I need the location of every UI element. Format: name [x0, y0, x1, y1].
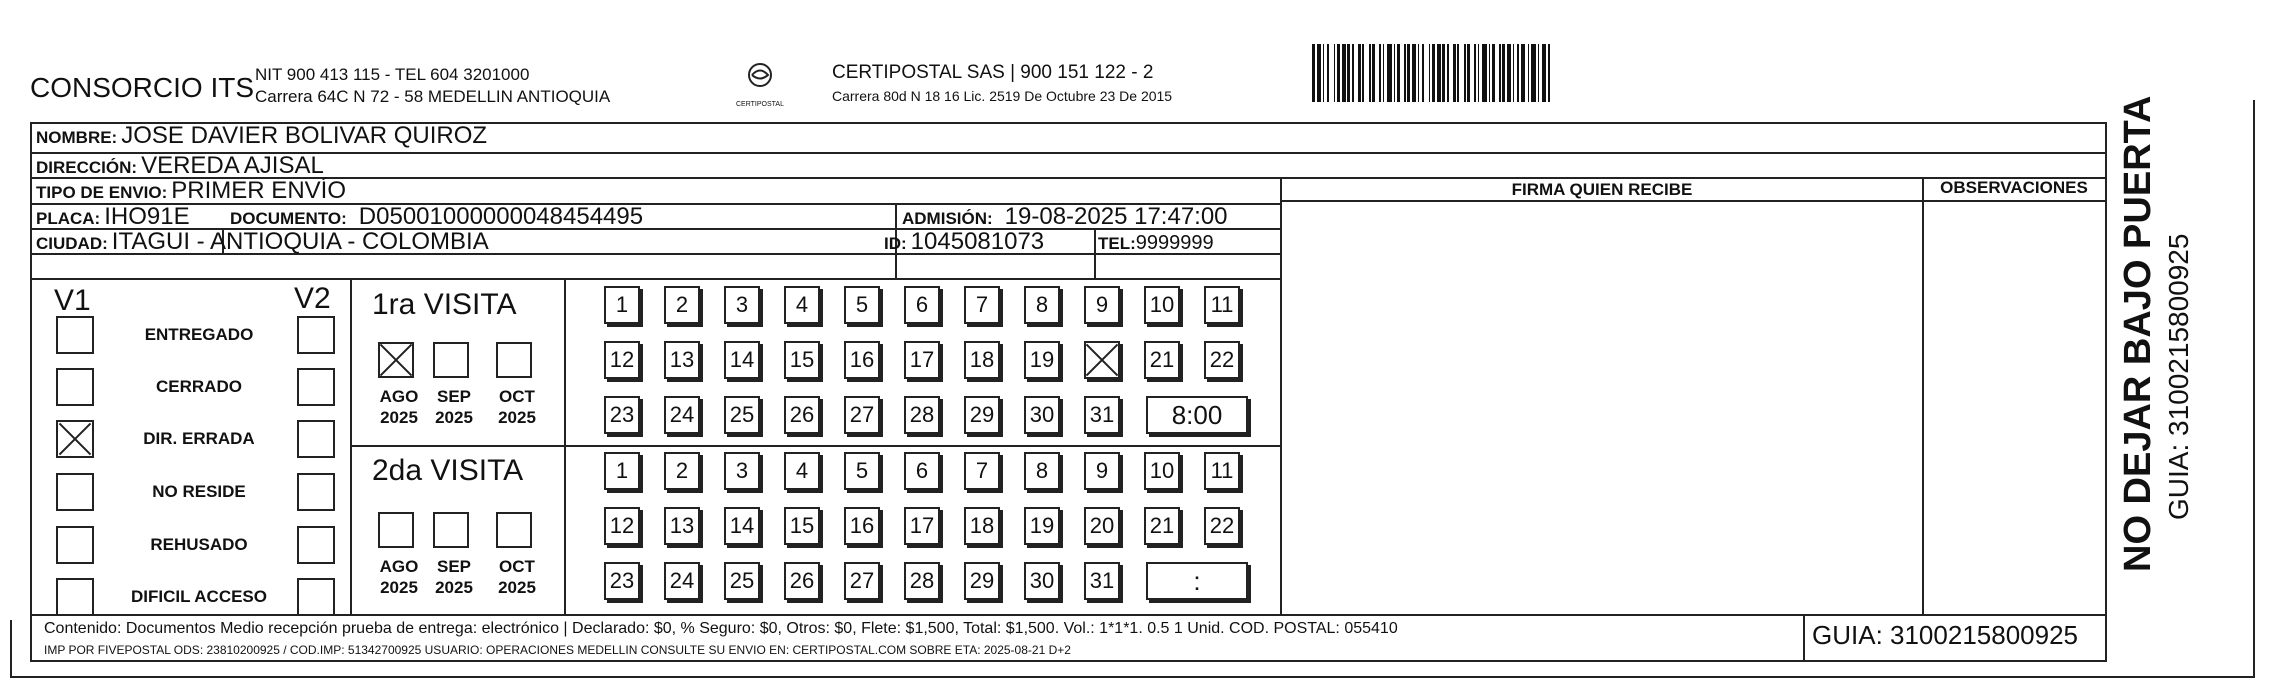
month-label	[374, 556, 424, 598]
v1-checkbox[interactable]	[56, 368, 94, 406]
month-year: 2025	[498, 578, 536, 597]
visita1-title: 1ra VISITA	[372, 288, 517, 321]
documento-field	[230, 203, 643, 231]
footer-contenido: Contenido: Documentos Medio recepción prueba de entrega: electrónico | Declarado: $0, % Seguro: $0, Otros: $0, Flete: $1,500, Total: $1,500. Vol.: 1*1*1. 0.5 1 Unid. COD. POSTAL: 055410	[44, 620, 1398, 637]
day-box[interactable]: 24	[664, 396, 700, 434]
month-name: SEP	[436, 387, 472, 406]
day-box[interactable]: 15	[784, 507, 820, 545]
no-dejar-warning: NO DEJAR BAJO PUERTA	[2117, 95, 2159, 572]
id-value: 1045081073	[910, 228, 1045, 255]
status-label: NO RESIDE	[152, 482, 246, 501]
day-box[interactable]: 17	[904, 341, 940, 379]
tipo-label: TIPO DE ENVIO:	[36, 183, 168, 202]
day-box[interactable]: 4	[784, 286, 820, 324]
day-box[interactable]: 1	[604, 452, 640, 490]
month-year: 2025	[380, 578, 418, 597]
day-box[interactable]: 1	[604, 286, 640, 324]
tel-value: 9999999	[1135, 232, 1214, 254]
day-box[interactable]: 25	[724, 562, 760, 600]
nombre-label: NOMBRE:	[36, 128, 118, 147]
tel-label: TEL:	[1098, 234, 1136, 253]
day-box[interactable]: 21	[1144, 507, 1180, 545]
day-box[interactable]: 26	[784, 396, 820, 434]
day-box[interactable]: 7	[964, 452, 1000, 490]
v2-checkbox[interactable]	[297, 420, 335, 458]
v2-checkbox[interactable]	[297, 473, 335, 511]
month-year: 2025	[435, 578, 473, 597]
day-box[interactable]: 28	[904, 562, 940, 600]
month-year: 2025	[498, 408, 536, 427]
company-info	[255, 64, 610, 108]
tipo-value: PRIMER ENVÍO	[171, 177, 346, 204]
nombre-value: JOSE DAVIER BOLIVAR QUIROZ	[121, 122, 488, 149]
month-checkbox[interactable]	[496, 512, 532, 548]
barcode-bar	[1548, 44, 1550, 102]
month-checkbox[interactable]	[378, 512, 414, 548]
day-box[interactable]: 7	[964, 286, 1000, 324]
day-box[interactable]: 19	[1024, 507, 1060, 545]
day-box[interactable]: 3	[724, 286, 760, 324]
carrier-license: Carrera 80d N 18 16 Lic. 2519 De Octubre 23 De 2015	[832, 88, 1173, 104]
month-name: AGO	[379, 387, 419, 406]
day-box[interactable]: 8	[1024, 286, 1060, 324]
month-label	[492, 386, 542, 428]
v2-checkbox[interactable]	[297, 316, 335, 354]
barcode	[1312, 44, 1906, 102]
company-address: Carrera 64C N 72 - 58 MEDELLIN ANTIOQUIA	[255, 87, 611, 106]
month-checkbox[interactable]	[496, 342, 532, 378]
day-box[interactable]: 22	[1204, 341, 1240, 379]
day-box[interactable]: 13	[664, 507, 700, 545]
v1-checkbox[interactable]	[56, 526, 94, 564]
month-name: OCT	[499, 387, 535, 406]
placa-label: PLACA:	[36, 209, 101, 228]
certipostal-logo: CERTIPOSTAL	[730, 60, 790, 100]
day-box[interactable]: 11	[1204, 286, 1240, 324]
day-box[interactable]: 29	[964, 396, 1000, 434]
day-box[interactable]: 6	[904, 452, 940, 490]
day-box[interactable]: 14	[724, 341, 760, 379]
company-name: CONSORCIO ITS	[30, 72, 255, 103]
day-box[interactable]: 2	[664, 286, 700, 324]
day-box[interactable]: 14	[724, 507, 760, 545]
footer-imp: IMP POR FIVEPOSTAL ODS: 23810200925 / COD.IMP: 51342700925 USUARIO: OPERACIONES MEDELLIN CONSULTE SU ENVIO EN: CERTIPOSTAL.COM SOBRE ETA: 2025-08-21 D+2	[44, 643, 1071, 657]
tel-field	[1098, 228, 1214, 256]
v2-checkbox[interactable]	[297, 578, 335, 616]
tipo-field	[36, 177, 346, 205]
status-label: CERRADO	[156, 377, 242, 396]
month-checkbox[interactable]	[433, 512, 469, 548]
v1-checkbox[interactable]	[56, 473, 94, 511]
day-box[interactable]: 15	[784, 341, 820, 379]
ciudad-field	[36, 228, 489, 256]
v2-checkbox[interactable]	[297, 526, 335, 564]
observaciones-area[interactable]	[1924, 202, 2104, 612]
day-box[interactable]: 21	[1144, 341, 1180, 379]
day-box[interactable]: 9	[1084, 286, 1120, 324]
day-box[interactable]: 4	[784, 452, 820, 490]
direccion-field	[36, 152, 324, 180]
side-guia: GUIA: 3100215800925	[2163, 233, 2194, 520]
day-box[interactable]: 26	[784, 562, 820, 600]
day-box[interactable]: 24	[664, 562, 700, 600]
v2-label: V2	[294, 282, 331, 315]
placa-field	[36, 203, 190, 231]
v1-checkbox[interactable]	[56, 420, 94, 458]
admision-value: 19-08-2025 17:47:00	[1004, 203, 1228, 230]
direccion-label: DIRECCIÓN:	[36, 158, 138, 177]
observaciones-header: OBSERVACIONES	[1940, 178, 2088, 197]
day-box[interactable]: 18	[964, 341, 1000, 379]
month-label	[492, 556, 542, 598]
visita2-title: 2da VISITA	[372, 454, 524, 487]
month-name: AGO	[379, 557, 419, 576]
time-box[interactable]: :	[1146, 562, 1248, 600]
day-box[interactable]	[1084, 341, 1120, 379]
day-box[interactable]: 9	[1084, 452, 1120, 490]
firma-header: FIRMA QUIEN RECIBE	[1511, 180, 1693, 199]
direccion-value: VEREDA AJISAL	[141, 152, 324, 179]
v2-checkbox[interactable]	[297, 368, 335, 406]
nombre-field	[36, 122, 487, 150]
day-box[interactable]: 25	[724, 396, 760, 434]
day-box[interactable]: 12	[604, 507, 640, 545]
day-box[interactable]: 13	[664, 341, 700, 379]
day-box[interactable]: 11	[1204, 452, 1240, 490]
id-label: ID:	[884, 234, 907, 253]
documento-label: DOCUMENTO:	[230, 209, 347, 228]
day-box[interactable]: 30	[1024, 396, 1060, 434]
month-label	[429, 386, 479, 428]
id-field	[884, 228, 1044, 256]
status-label: DIFICIL ACCESO	[130, 587, 267, 606]
month-checkbox[interactable]	[378, 342, 414, 378]
status-label: DIR. ERRADA	[143, 429, 255, 448]
v1-label: V1	[54, 284, 91, 317]
month-checkbox[interactable]	[433, 342, 469, 378]
day-box[interactable]: 31	[1084, 562, 1120, 600]
day-box[interactable]: 5	[844, 286, 880, 324]
day-box[interactable]: 16	[844, 341, 880, 379]
day-box[interactable]: 17	[904, 507, 940, 545]
carrier-name: CERTIPOSTAL SAS | 900 151 122 - 2	[832, 62, 1154, 83]
day-box[interactable]: 23	[604, 562, 640, 600]
day-box[interactable]: 16	[844, 507, 880, 545]
day-box[interactable]: 23	[604, 396, 640, 434]
time-box[interactable]: 8:00	[1146, 396, 1248, 434]
month-year: 2025	[435, 408, 473, 427]
month-name: SEP	[436, 557, 472, 576]
day-box[interactable]: 10	[1144, 452, 1180, 490]
v1-checkbox[interactable]	[56, 578, 94, 616]
footer-guia: GUIA: 3100215800925	[1812, 620, 2078, 650]
day-box[interactable]: 6	[904, 286, 940, 324]
month-label	[374, 386, 424, 428]
month-label	[429, 556, 479, 598]
day-box[interactable]: 27	[844, 396, 880, 434]
day-box[interactable]: 2	[664, 452, 700, 490]
admision-field	[902, 203, 1228, 231]
day-box[interactable]: 5	[844, 452, 880, 490]
day-box[interactable]: 31	[1084, 396, 1120, 434]
day-box[interactable]: 18	[964, 507, 1000, 545]
day-box[interactable]: 30	[1024, 562, 1060, 600]
placa-value: IHO91E	[104, 203, 190, 230]
day-box[interactable]: 10	[1144, 286, 1180, 324]
admision-label: ADMISIÓN:	[902, 209, 993, 228]
day-box[interactable]: 28	[904, 396, 940, 434]
firma-area[interactable]	[1282, 202, 1922, 612]
day-box[interactable]: 8	[1024, 452, 1060, 490]
month-name: OCT	[499, 557, 535, 576]
company-nit-tel: NIT 900 413 115 - TEL 604 3201000	[255, 65, 530, 84]
month-year: 2025	[380, 408, 418, 427]
day-box[interactable]: 22	[1204, 507, 1240, 545]
day-box[interactable]: 27	[844, 562, 880, 600]
v1-checkbox[interactable]	[56, 316, 94, 354]
ciudad-label: CIUDAD:	[36, 234, 108, 253]
status-label: ENTREGADO	[144, 325, 254, 344]
day-box[interactable]: 19	[1024, 341, 1060, 379]
status-label: REHUSADO	[150, 535, 248, 554]
day-box[interactable]: 20	[1084, 507, 1120, 545]
ciudad-value: ITAGUI - ANTIOQUIA - COLOMBIA	[111, 228, 489, 255]
day-box[interactable]: 29	[964, 562, 1000, 600]
day-box[interactable]: 12	[604, 341, 640, 379]
documento-value: D05001000000048454495	[358, 203, 644, 230]
day-box[interactable]: 3	[724, 452, 760, 490]
